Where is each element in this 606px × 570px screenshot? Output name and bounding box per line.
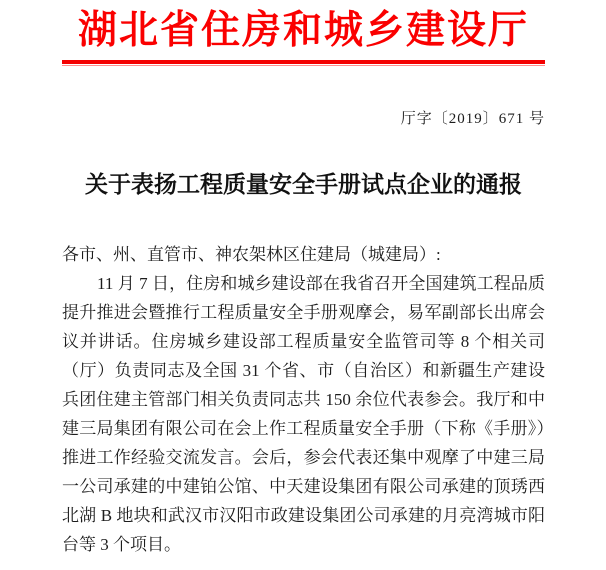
body-paragraph: 11 月 7 日，住房和城乡建设部在我省召开全国建筑工程品质提升推进会暨推行工程质量安全手册观摩会，易军副部长出席会议并讲话。住房城乡建设部工程质量安全监管司等 8 个相关司（厅）负责同志及全国 31 个省、市（自治区）和新疆生产建设兵团住建主管部门相关负责同志共 150 余位代表参会。我厅和中建三局集团有限公司在会上作工程质量安全手册（下称《手册》）推进工作经验交流发言。会后，参会代表还集中观摩了中建三局一公司承建的中建铂公馆、中天建设集团有限公司承建的顶琇西北湖 B 地块和武汉市汉阳市政建设集团公司承建的月亮湾城市阳台等 3 个项目。 xyxy=(62,273,545,554)
document-title: 关于表扬工程质量安全手册试点企业的通报 xyxy=(85,171,522,197)
document-body xyxy=(62,240,545,559)
header-divider-thick-line xyxy=(62,60,545,64)
agency-title: 湖北省住房和城乡建设厅 xyxy=(77,9,529,52)
header-divider xyxy=(62,60,545,66)
salutation-line: 各市、州、直管市、神农架林区住建局（城建局）: xyxy=(62,244,441,264)
document-number: 厅字〔2019〕671 号 xyxy=(400,110,545,127)
header-divider-thin-line xyxy=(62,65,545,66)
